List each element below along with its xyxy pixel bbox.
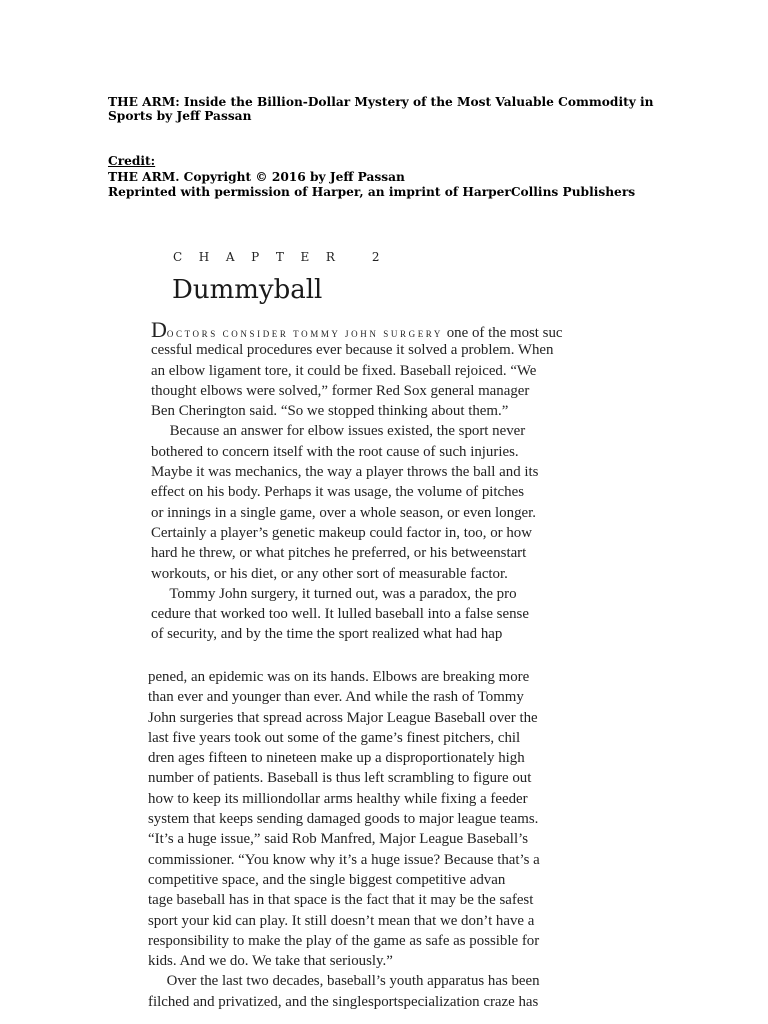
text-line: commissioner. “You know why it’s a huge issue? Because that’s a xyxy=(148,851,540,868)
text-line: Certainly a player’s genetic makeup could factor in, too, or how xyxy=(151,524,532,541)
text-line: cessful medical procedures ever because it solved a problem. When xyxy=(151,342,554,359)
first-line xyxy=(151,317,601,342)
text-line: John surgeries that spread across Major League Baseball over the xyxy=(148,709,538,726)
text-line: responsibility to make the play of the game as safe as possible for xyxy=(148,932,540,949)
text-line: Ben Cherington said. “So we stopped thinking about them.” xyxy=(151,403,509,420)
small-caps-lead: OCTORS CONSIDER TOMMY JOHN SURGERY xyxy=(166,329,443,339)
text-line: filched and privatized, and the singlesportspecialization craze has xyxy=(148,993,539,1010)
text-line: Because an answer for elbow issues existed, the sport never xyxy=(151,423,526,440)
text-line: last five years took out some of the game’s finest pitchers, chil xyxy=(148,729,521,746)
copyright-line: THE ARM. Copyright © 2016 by Jeff Passan xyxy=(108,169,405,184)
text-line: Over the last two decades, baseball’s youth apparatus has been xyxy=(148,973,540,990)
text-line: tage baseball has in that space is the fact that it may be the safest xyxy=(148,892,534,909)
credit-block xyxy=(108,154,668,201)
permission-line: Reprinted with permission of Harper, an imprint of HarperCollins Publishers xyxy=(108,185,636,199)
body-column-1 xyxy=(151,317,601,645)
text-line: how to keep its milliondollar arms healthy while fixing a feeder xyxy=(148,790,528,807)
text-line: pened, an epidemic was on its hands. Elbows are breaking more xyxy=(148,669,530,685)
text-line: or innings in a single game, over a whole season, or even longer. xyxy=(151,504,536,521)
text-line: than ever and younger than ever. And while the rash of Tommy xyxy=(148,689,524,706)
text-line: thought elbows were solved,” former Red Sox general manager xyxy=(151,382,530,399)
text-line: Maybe it was mechanics, the way a player throws the ball and its xyxy=(151,464,539,481)
drop-cap: D xyxy=(151,317,167,342)
text-line: dren ages fifteen to nineteen make up a disproportionately high xyxy=(148,750,525,767)
text-line: Tommy John surgery, it turned out, was a paradox, the pro xyxy=(151,585,517,602)
text-line: cedure that worked too well. It lulled baseball into a false sense xyxy=(151,606,529,623)
text-line: effect on his body. Perhaps it was usage, the volume of pitches xyxy=(151,484,525,501)
text-line: number of patients. Baseball is thus left scrambling to figure out xyxy=(148,770,532,787)
text-line: competitive space, and the single biggest competitive advan xyxy=(148,871,506,888)
text-line: hard he threw, or what pitches he preferred, or his betweenstart xyxy=(151,545,527,562)
body-column-2 xyxy=(148,667,618,1012)
first-line-rest: one of the most suc xyxy=(443,325,563,341)
text-line: of security, and by the time the sport realized what had hap xyxy=(151,626,503,643)
text-line: sport your kid can play. It still doesn’t mean that we don’t have a xyxy=(148,912,535,929)
chapter-title: Dummyball xyxy=(172,275,323,305)
book-header xyxy=(108,95,668,123)
text-line: kids. And we do. We take that seriously.” xyxy=(148,953,393,970)
text-line: “It’s a huge issue,” said Rob Manfred, Major League Baseball’s xyxy=(148,831,529,848)
text-line: workouts, or his diet, or any other sort of measurable factor. xyxy=(151,565,508,582)
credit-label: Credit: xyxy=(108,154,156,168)
text-line: system that keeps sending damaged goods to major league teams. xyxy=(148,811,539,828)
book-title-line-2: Sports by Jeff Passan xyxy=(108,109,252,123)
book-title-line-1: THE ARM: Inside the Billion-Dollar Mystery of the Most Valuable Commodity in xyxy=(108,95,654,109)
text-line: an elbow ligament tore, it could be fixed. Baseball rejoiced. “We xyxy=(151,362,537,379)
chapter-label: C H A P T E R 2 xyxy=(173,250,386,264)
text-line: bothered to concern itself with the root cause of such injuries. xyxy=(151,443,519,460)
